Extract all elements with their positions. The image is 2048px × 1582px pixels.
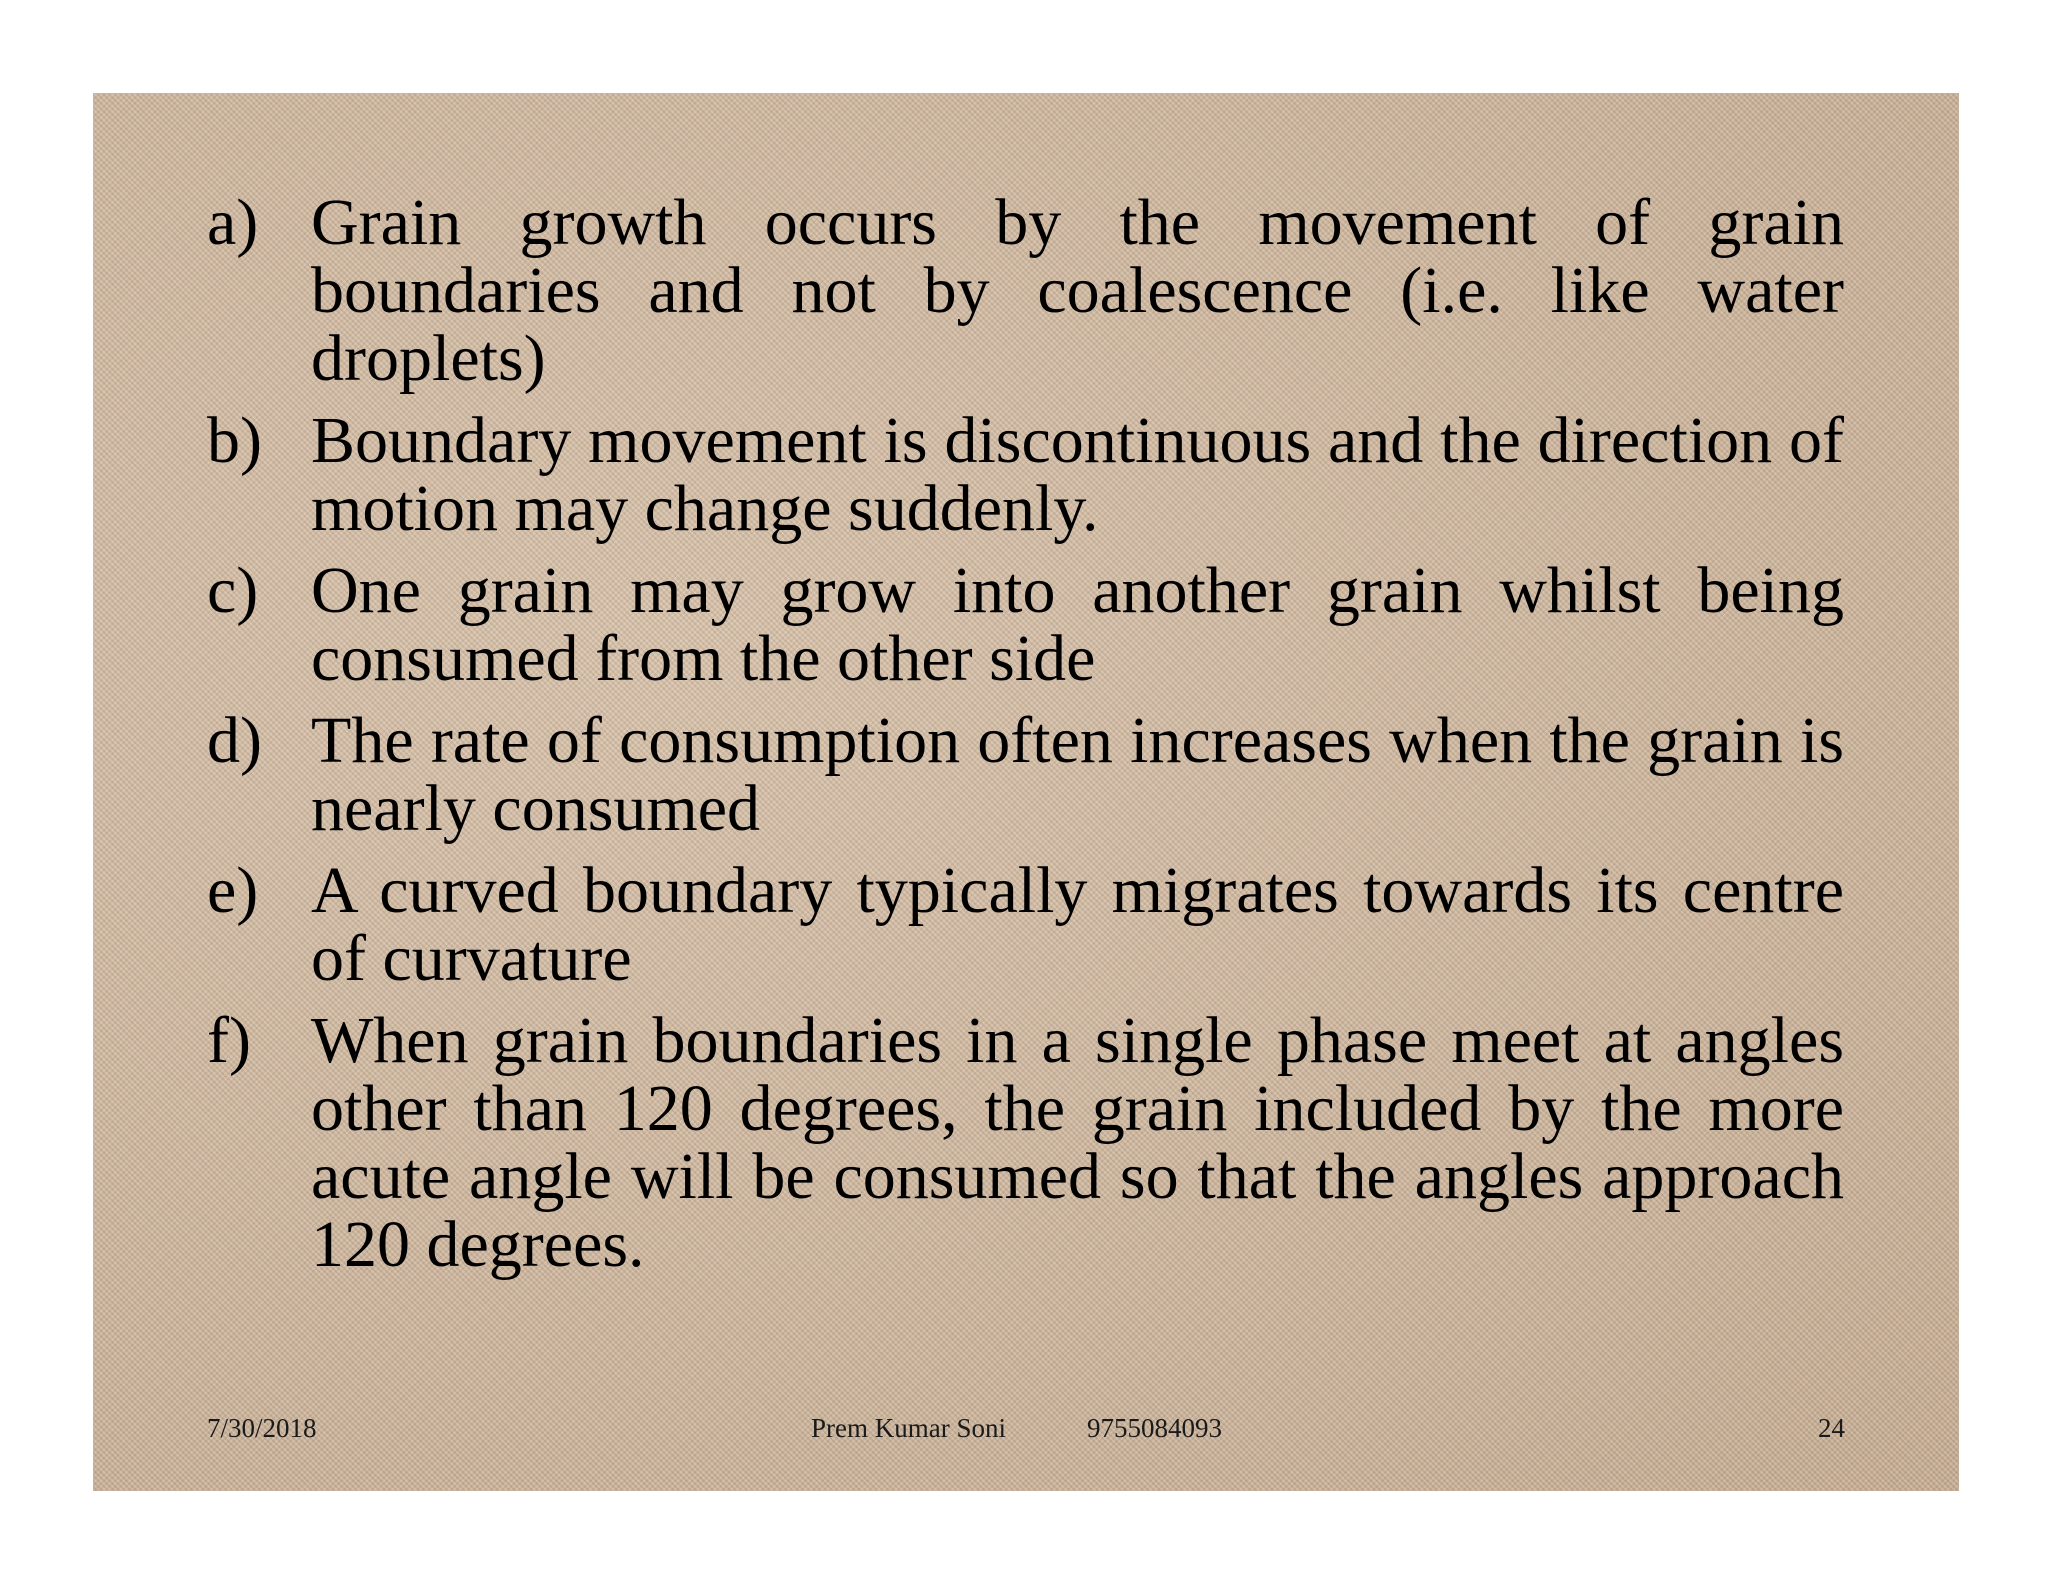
list-item-c xyxy=(207,554,1844,695)
list-item-e xyxy=(207,854,1844,995)
slide xyxy=(93,93,1959,1491)
list-item-text: One grain may grow into another grain whilst being consumed from the other side xyxy=(311,554,1844,695)
list-item-text: Boundary movement is discontinuous and the direction of motion may change suddenly. xyxy=(311,404,1844,545)
list-item-text: Grain growth occurs by the movement of grain boundaries and not by coalescence (i.e. like water droplets) xyxy=(311,186,1844,395)
list-marker: f) xyxy=(207,1004,251,1077)
list-item-text: The rate of consumption often increases when the grain is nearly consumed xyxy=(311,704,1844,845)
list-item-a xyxy=(207,186,1844,395)
list-item-b xyxy=(207,404,1844,545)
list-marker: b) xyxy=(207,404,262,477)
bullet-list xyxy=(207,186,1844,1293)
list-item-text: When grain boundaries in a single phase meet at angles other than 120 degrees, the grain included by the more acute angle will be consumed so that the angles approach 120 degrees. xyxy=(311,1004,1844,1281)
list-item-text: A curved boundary typically migrates towards its centre of curvature xyxy=(311,854,1844,995)
slide-footer xyxy=(93,1413,1959,1453)
list-marker: d) xyxy=(207,704,262,777)
list-marker: a) xyxy=(207,186,259,259)
list-marker: c) xyxy=(207,554,259,627)
list-marker: e) xyxy=(207,854,259,927)
list-item-f xyxy=(207,1004,1844,1281)
footer-date: 7/30/2018 xyxy=(207,1413,317,1443)
footer-author: Prem Kumar Soni xyxy=(811,1413,1006,1443)
page-number: 24 xyxy=(1818,1413,1845,1443)
footer-phone: 9755084093 xyxy=(1087,1413,1222,1443)
list-item-d xyxy=(207,704,1844,845)
